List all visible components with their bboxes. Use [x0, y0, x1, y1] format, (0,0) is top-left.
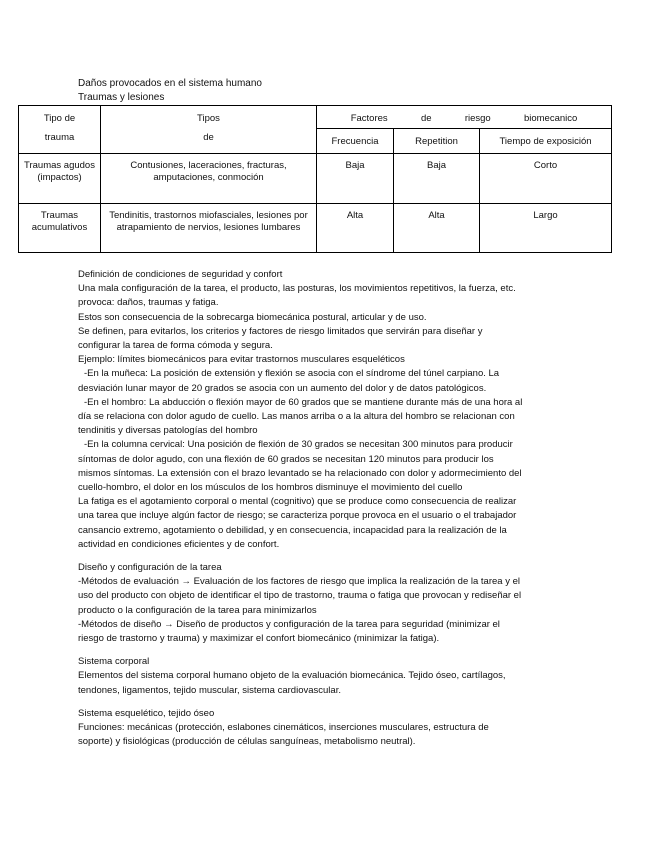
header-factores: Factores: [350, 113, 388, 124]
paragraph-line: actividad en condiciones eficientes y de confort.: [78, 538, 280, 550]
cell-tipos: Tendinitis, trastornos miofasciales, lesiones por atrapamiento de nervios, lesiones lumbares: [101, 204, 317, 253]
header-tiempo: Tiempo de exposición: [480, 129, 612, 154]
header-riesgo: riesgo: [464, 113, 491, 124]
header-tipos: Tipos: [101, 106, 317, 129]
paragraph-line: uso del producto con objeto de identificar el tipo de trastorno, trauma o fatiga que provocan y rediseñar el: [78, 590, 522, 602]
paragraph-line: tendones, ligamentos, tejido muscular, sistema cardiovascular.: [78, 684, 341, 696]
paragraph-line: Una mala configuración de la tarea, el producto, las posturas, los movimientos repetitivos, la fuerza, etc.: [78, 283, 516, 295]
paragraph-line: desviación lunar mayor de 20 grados se asocia con un aumento del dolor y de datos patológicos.: [78, 382, 487, 394]
cell-tipo: Traumas agudos (impactos): [19, 154, 101, 204]
paragraph-line: mismos síntomas. La extensión con el brazo levantado se ha relacionado con dolor y adormecimiento del: [78, 467, 522, 479]
trauma-table: [18, 105, 612, 253]
cell-tipo: Traumas acumulativos: [19, 204, 101, 253]
paragraph-line: configurar la tarea de forma cómoda y segura.: [78, 340, 273, 352]
paragraph-line: -En la columna cervical: Una posición de flexión de 30 grados se necesitan 300 minutos para producir: [84, 439, 513, 451]
paragraph-line: La fatiga es el agotamiento corporal o mental (cognitivo) que se produce como consecuencia de realizar: [78, 496, 517, 508]
paragraph-line: una tarea que incluye algún factor de riesgo; se caracteriza porque provoca en el usuario o el trabajador: [78, 510, 517, 522]
paragraph-line: cuello-hombro, el dolor en los músculos de los hombros disminuye el movimiento del cuello: [78, 482, 463, 494]
header-title: Daños provocados en el sistema humano: [78, 78, 262, 89]
cell-tiempo: Largo: [480, 204, 612, 253]
paragraph-line: provoca: daños, traumas y fatiga.: [78, 297, 219, 309]
table-row: [19, 154, 612, 204]
table-subheader-row: [19, 129, 612, 154]
cell-repeticion: Alta: [394, 204, 480, 253]
section-title: Diseño y configuración de la tarea: [78, 562, 222, 574]
cell-frecuencia: Baja: [317, 154, 394, 204]
header-de-2: de: [420, 113, 432, 124]
header-repetition: Repetition: [394, 129, 480, 154]
section-title: Sistema corporal: [78, 656, 150, 668]
paragraph-line: Ejemplo: límites biomecánicos para evitar trastornos musculares esqueléticos: [78, 354, 405, 366]
paragraph-line: Se definen, para evitarlos, los criterios y factores de riesgo limitados que servirán para diseñar y: [78, 325, 483, 337]
paragraph-line: -En el hombro: La abducción o flexión mayor de 60 grados que se mantiene durante más de una hora al: [84, 396, 523, 408]
header-tipo-de: Tipo de: [19, 106, 101, 129]
paragraph-line: Funciones: mecánicas (protección, eslabones cinemáticos, inserciones musculares, estructura de: [78, 722, 489, 734]
header-subtitle: Traumas y lesiones: [78, 92, 165, 103]
cell-repeticion: Baja: [394, 154, 480, 204]
table-row: [19, 204, 612, 253]
paragraph-line: soporte) y fisiológicas (producción de células sanguíneas, metabolismo neutral).: [78, 736, 416, 748]
cell-frecuencia: Alta: [317, 204, 394, 253]
header-frecuencia: Frecuencia: [317, 129, 394, 154]
document-body: [78, 268, 578, 750]
section-sistema-esqueletico: [78, 707, 578, 750]
header-biomecanico: biomecanico: [523, 113, 578, 124]
paragraph-line: síntomas de dolor agudo, con una flexión de 60 grados se necesitan 120 minutos para producir los: [78, 453, 494, 465]
paragraph-line: -Métodos de evaluación → Evaluación de los factores de riesgo que implica la realización de la tarea y el: [78, 576, 520, 588]
paragraph-line: día se relaciona con dolor agudo de cuello. Las manos arriba o a la altura del hombro se relacionan con: [78, 411, 515, 423]
header-trauma: trauma: [19, 129, 101, 154]
section-title: Definición de condiciones de seguridad y confort: [78, 269, 283, 280]
section-title: Sistema esquelético, tejido óseo: [78, 707, 215, 719]
paragraph-line: Estos son consecuencia de la sobrecarga biomecánica postural, articular y de uso.: [78, 311, 427, 323]
paragraph-line: cansancio extremo, agotamiento o debilidad, y en consecuencia, incapacidad para la realización de la: [78, 524, 507, 536]
section-sistema-corporal: [78, 655, 578, 698]
section-diseno-tarea: [78, 561, 578, 646]
paragraph-line: Elementos del sistema corporal humano objeto de la evaluación biomecánica. Tejido óseo, cartílagos,: [78, 670, 506, 682]
paragraph-line: riesgo de trastorno y trauma) y maximizar el confort biomecánico (minimizar la fatiga).: [78, 633, 440, 645]
cell-tipos: Contusiones, laceraciones, fracturas, amputaciones, conmoción: [101, 154, 317, 204]
paragraph-line: -En la muñeca: La posición de extensión y flexión se asocia con el síndrome del túnel carpiano. La: [84, 368, 500, 380]
cell-tiempo: Corto: [480, 154, 612, 204]
table-header-row: [19, 106, 612, 129]
header-de: de: [101, 129, 317, 154]
paragraph-line: -Métodos de diseño → Diseño de productos y configuración de la tarea para seguridad (minimizar el: [78, 618, 500, 630]
paragraph-line: tendinitis y diversas patologías del hombro: [78, 425, 258, 437]
header-factores-riesgo: [317, 106, 612, 129]
document-header: [78, 77, 262, 105]
paragraph-line: producto o la configuración de la tarea para minimizarlos: [78, 604, 317, 616]
section-seguridad-confort: [78, 268, 578, 552]
